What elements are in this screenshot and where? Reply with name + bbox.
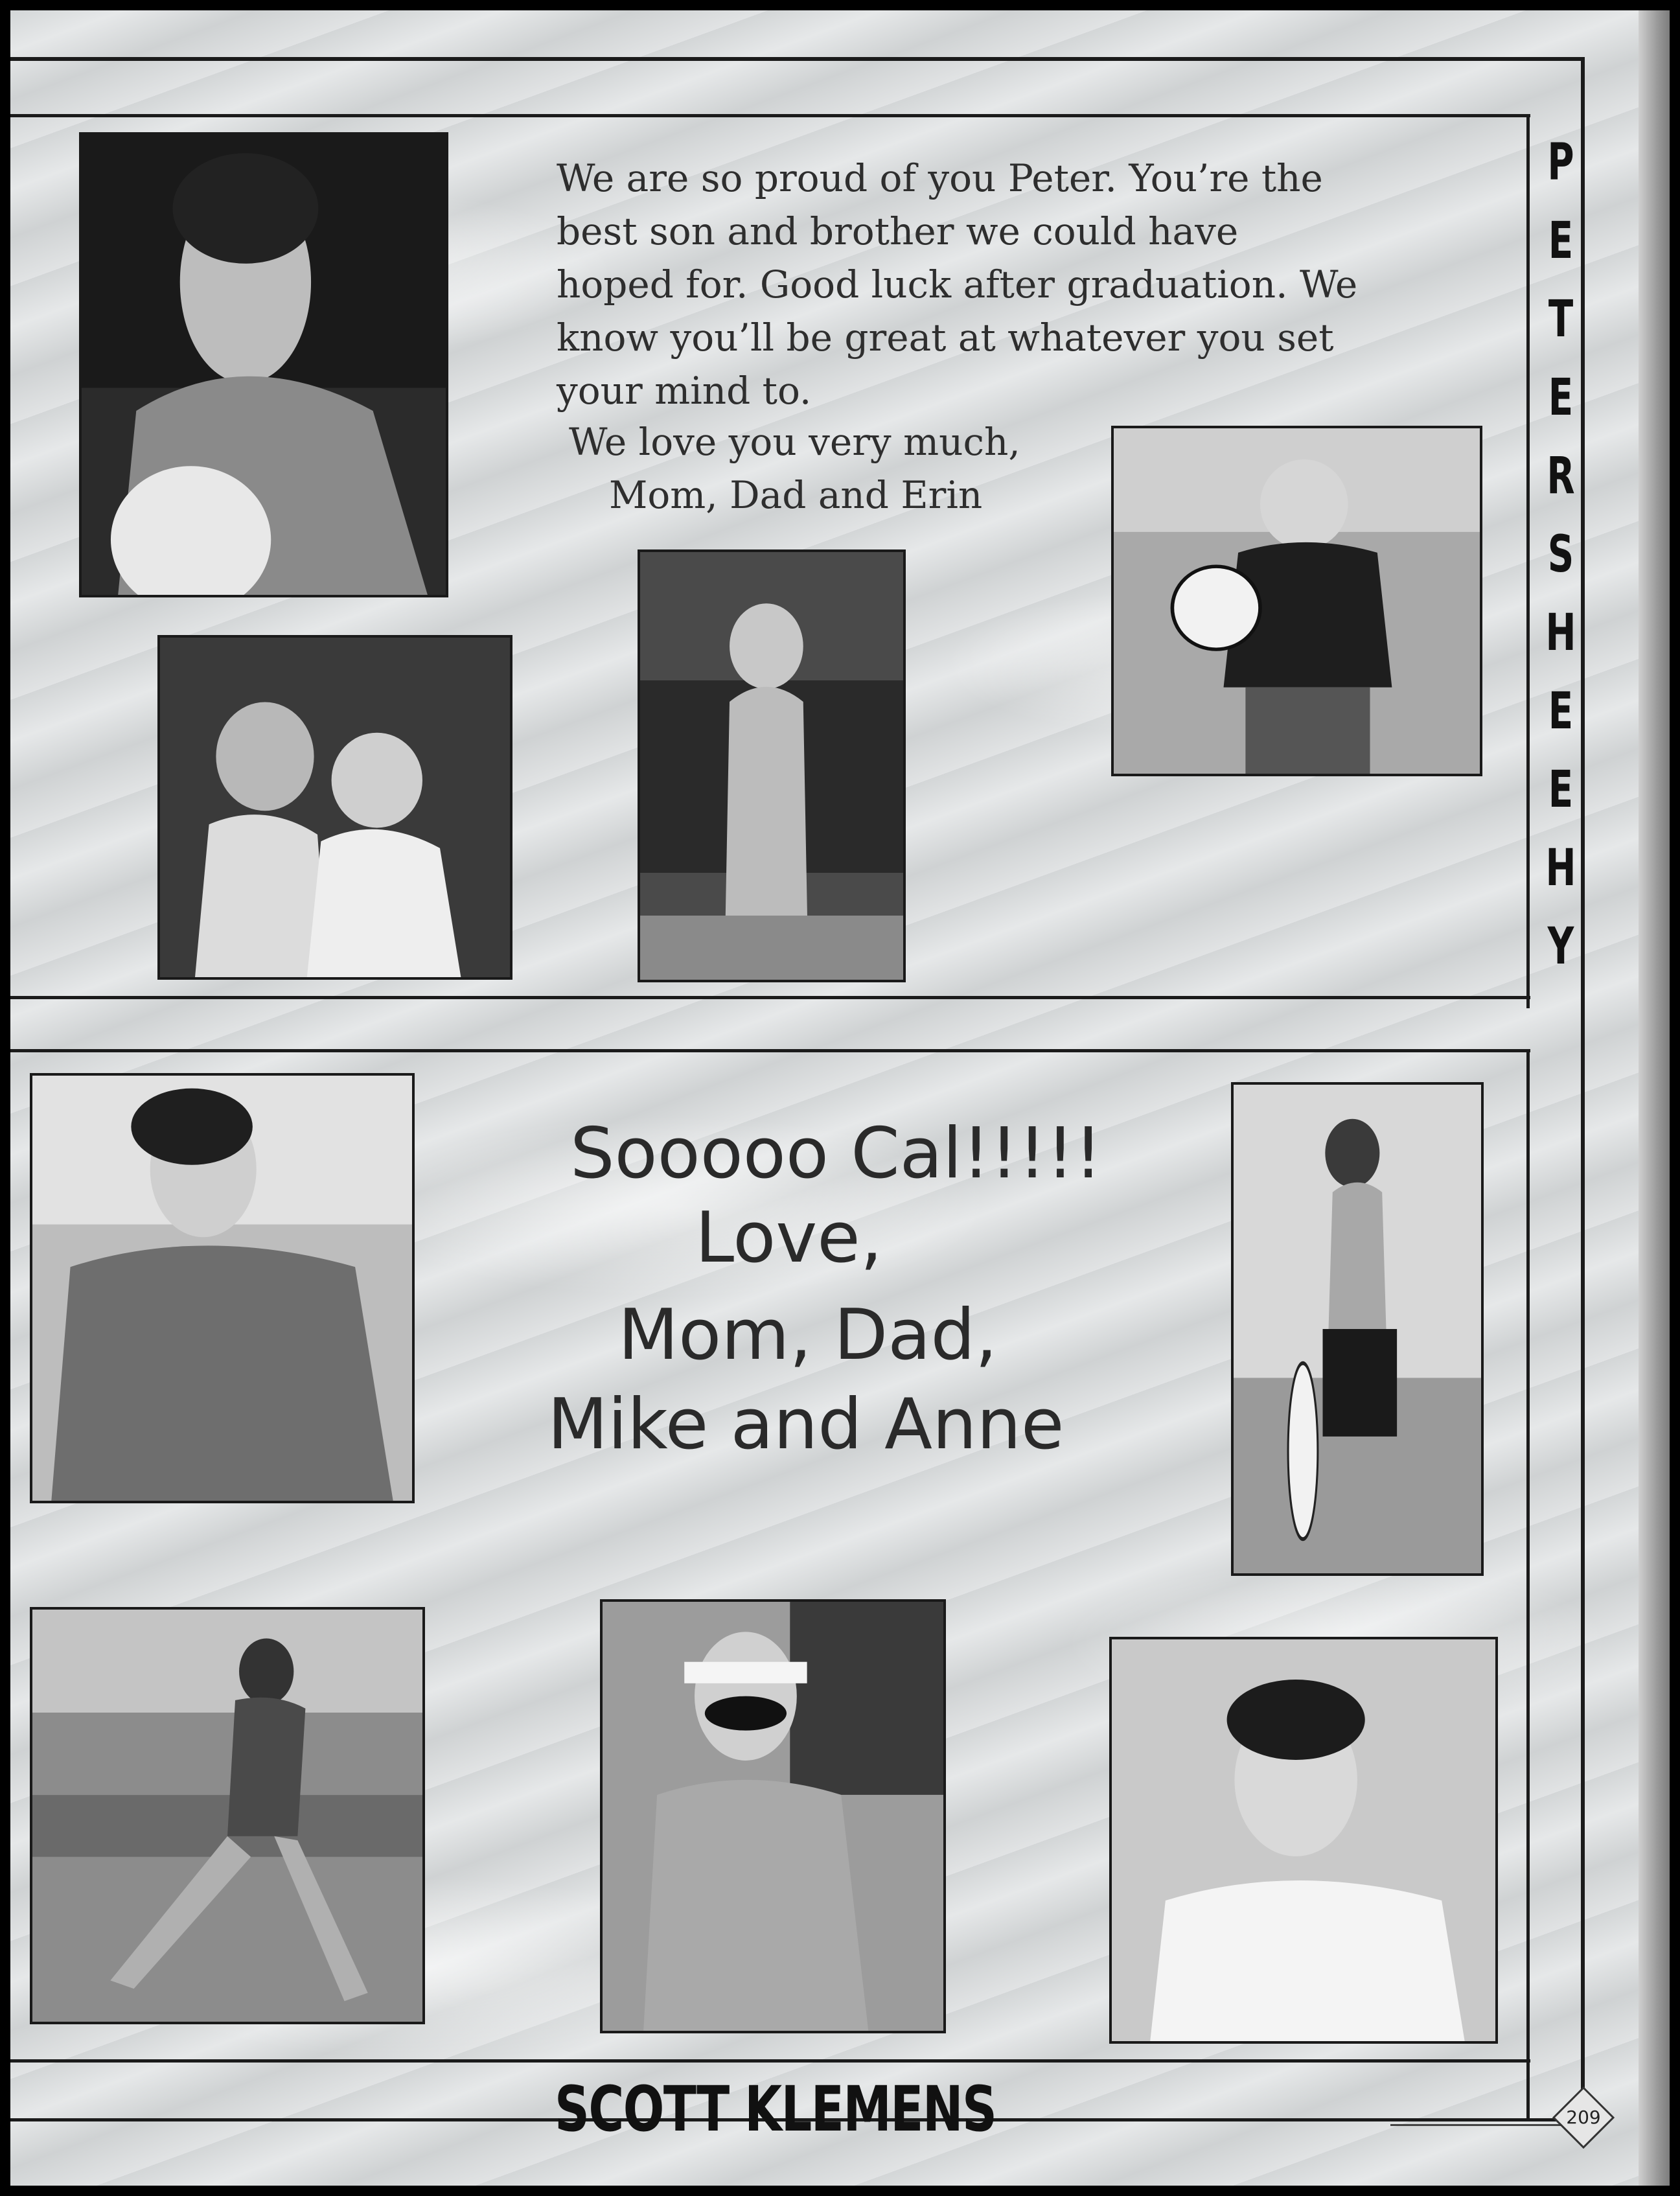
photo-scott-portrait-smile [1109, 1637, 1498, 2044]
scott-message-love: Love, [695, 1197, 883, 1278]
peter-message [557, 152, 1477, 417]
photo-scott-child-visor [600, 1599, 946, 2033]
peter-sign-off-love: We love you very much, [569, 420, 1020, 464]
outer-frame-right [1581, 57, 1585, 2124]
photo-scott-hoodie [30, 1073, 415, 1503]
name-letter: E [1548, 682, 1574, 741]
photo-peter-toddler-in-towel [638, 549, 906, 982]
scott-message-names-1: Mom, Dad, [618, 1295, 998, 1376]
name-letter: E [1548, 369, 1574, 427]
name-letter: R [1547, 447, 1575, 505]
peter-box-bottom [10, 996, 1530, 999]
scott-message-headline: Sooooo Cal!!!!! [570, 1113, 1103, 1194]
peter-message-line: hoped for. Good luck after graduation. We [557, 262, 1358, 306]
scott-box-bottom [10, 2059, 1530, 2063]
page-number-badge [1551, 2085, 1616, 2150]
peter-message-line: best son and brother we could have [557, 209, 1239, 253]
outer-frame-top [10, 57, 1585, 61]
photo-scott-surfboard-beach [1231, 1082, 1484, 1576]
peter-sign-off-names: Mom, Dad and Erin [609, 473, 983, 517]
photo-peter-baby-with-sister [157, 635, 512, 980]
peter-message-line: know you’ll be great at whatever you set [557, 316, 1334, 360]
name-letter: S [1547, 526, 1574, 584]
peter-message-line: your mind to. [557, 369, 812, 413]
peter-box-top [10, 114, 1530, 117]
name-letter: E [1548, 212, 1574, 270]
name-letter: E [1548, 761, 1574, 819]
peter-message-line: We are so proud of you Peter. You’re the [557, 156, 1323, 200]
peter-vertical-name [1545, 124, 1576, 986]
scott-name-footer: SCOTT KLEMENS [555, 2073, 996, 2145]
name-letter: H [1545, 604, 1576, 662]
page-number: 209 [1566, 2107, 1601, 2128]
photo-peter-soccer-kid [1111, 426, 1482, 776]
yearbook-page [10, 10, 1670, 2186]
photo-scott-track-relay [30, 1607, 425, 2024]
name-letter: T [1548, 290, 1574, 349]
page-spine-edge [1639, 10, 1670, 2186]
peter-box-right [1526, 114, 1530, 1008]
name-letter: Y [1547, 918, 1574, 976]
scott-message-names-2: Mike and Anne [547, 1384, 1064, 1465]
photo-peter-senior-portrait [79, 132, 448, 597]
name-letter: P [1547, 133, 1574, 192]
scott-box-top [10, 1049, 1530, 1052]
name-letter: H [1545, 839, 1576, 897]
scott-box-right [1526, 1049, 1530, 2121]
